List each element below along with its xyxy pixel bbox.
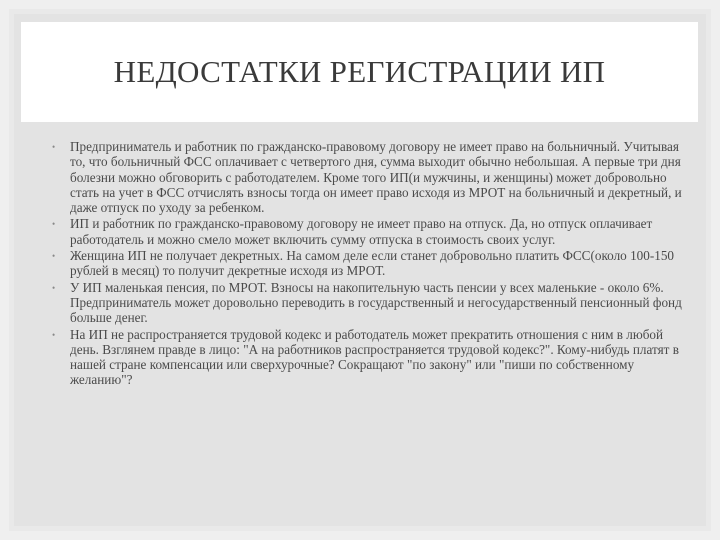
bullet-icon: • (52, 251, 56, 262)
bullet-text: Предприниматель и работник по гражданско-правовому договору не имеет право на больничный. Учитывая то, что больничный ФСС оплачивает с четвертого дня, сумма выходит обычно небольшая. А первые три дня болезни можно обговорить с работодателем. Кроме того ИП(и мужчины, и женщины) может добровольно стать на учет в ФСС отчислять взносы тогда он имеет право исходя из МРОТ на больничный и декретный, и даже отпуск по уходу за ребенком. (70, 139, 682, 216)
slide-title: НЕДОСТАТКИ РЕГИСТРАЦИИ ИП (113, 54, 606, 89)
bullet-icon: • (52, 219, 56, 230)
bullet-icon: • (52, 142, 56, 152)
bullet-text: У ИП маленькая пенсия, по МРОТ. Взносы на накопительную часть пенсии у всех маленькие - около 6%. Предприниматель может доровольно переводить в государственный и негосударственный пенсионный фонд больше денег. (70, 279, 682, 326)
list-item (52, 139, 692, 215)
bullet-text: Женщина ИП не получает декретных. На самом деле если станет добровольно платить ФСС(около 100-150 рублей в месяц) то получит декретные исходя из МРОТ. (70, 248, 675, 279)
slide-content (52, 139, 692, 389)
bullet-icon: • (52, 282, 56, 293)
title-box (21, 22, 698, 122)
bullet-text: На ИП не распространяется трудовой кодекс и работодатель может прекратить отношения с ним в любой день. Взглянем правде в лицо: "А на работников распространяется трудовой кодекс?". Кому-нибудь платят в нашей стране компенсации или сверхурочные? Сокращают "по закону" или "пиши по собственному желанию"? (70, 326, 679, 388)
bullet-list (52, 139, 692, 388)
list-item (52, 327, 692, 388)
bullet-text: ИП и работник по гражданско-правовому договору не имеет право на отпуск. Да, но отпуск оплачивает работодатель и можно смело может включить сумму отпуска в стоимость своих услуг. (70, 216, 653, 247)
list-item (52, 280, 692, 326)
bullet-icon: • (52, 329, 56, 340)
list-item (52, 248, 692, 279)
list-item (52, 216, 692, 247)
